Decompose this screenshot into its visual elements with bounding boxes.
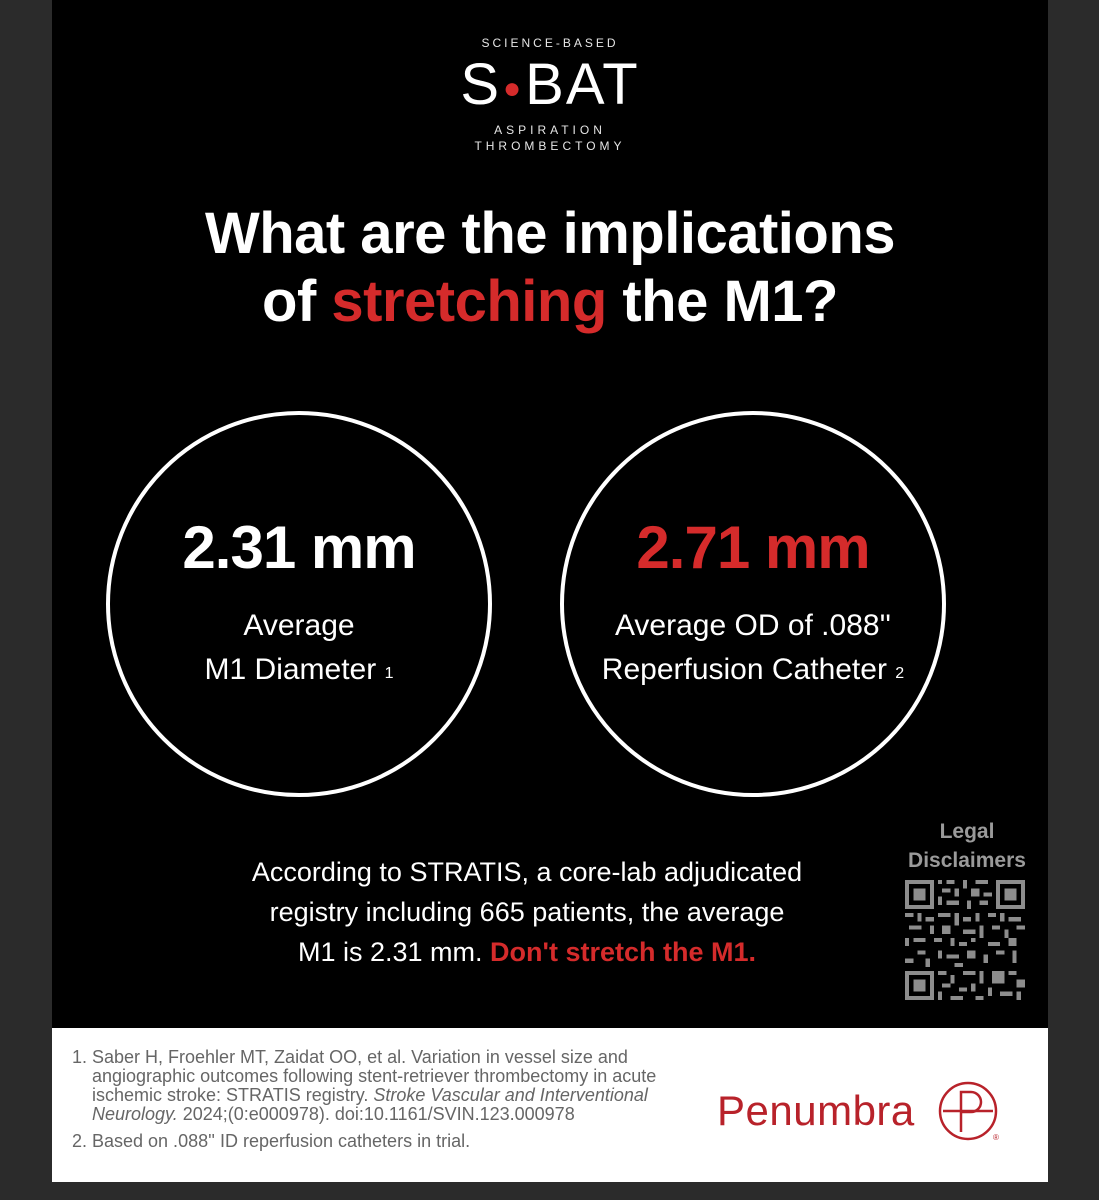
stat-label-line2 (564, 648, 942, 692)
body-highlight: Don't stretch the M1. (490, 937, 756, 967)
reference-text: Based on .088'' ID reperfusion catheters in trial. (92, 1131, 471, 1151)
legal-line1: Legal (939, 820, 995, 843)
reference-journal: Stroke Vascular and Interventional Neurology. (92, 1085, 648, 1124)
footnote-ref: 1 (384, 665, 394, 682)
headline-pre: of (262, 269, 332, 334)
headline-line1: What are the implications (204, 201, 896, 266)
headline-post: the M1? (606, 269, 838, 334)
stat-label-line1: Average (243, 609, 355, 642)
stat-circle-m1-diameter (106, 411, 492, 797)
body-line3-pre: M1 is 2.31 mm. (298, 937, 491, 967)
penumbra-logo (717, 1078, 1001, 1144)
body-text (202, 852, 852, 972)
logo-mark-right: BAT (525, 52, 640, 117)
references (72, 1048, 712, 1159)
stat-value: 2.31 mm (182, 514, 416, 581)
stat-label-text: M1 Diameter (204, 653, 377, 686)
logo-sub-line2: THROMBECTOMY (474, 138, 626, 153)
legal-line2: Disclaimers (908, 849, 1026, 872)
reference-text (92, 1048, 712, 1124)
logo-mark (52, 54, 1048, 120)
reference-1 (72, 1048, 712, 1124)
body-line2: registry including 665 patients, the average (269, 897, 785, 927)
footnote-ref: 2 (895, 665, 905, 682)
reference-citation: 2024;(0:e000978). doi:10.1161/SVIN.123.000978 (177, 1104, 575, 1124)
legal-disclaimers-link[interactable] (892, 817, 1042, 875)
stat-label-text: Reperfusion Catheter (601, 653, 887, 686)
headline (52, 200, 1048, 336)
reference-number: 2. (72, 1131, 88, 1151)
penumbra-emblem-icon (935, 1078, 1001, 1144)
footer (52, 1028, 1048, 1182)
qr-code-icon[interactable] (905, 880, 1025, 1000)
logo-mark-left: S (460, 52, 502, 117)
logo-dot-icon: ● (503, 71, 524, 105)
reference-authors: Saber H, Froehler MT, Zaidat OO, et al. Variation in vessel size and angiographic outcomes following stent-retriever thrombectomy in acute ischemic stroke: STRATIS registry. (92, 1047, 657, 1105)
stat-label-line2 (110, 648, 488, 692)
logo-sub-line1: ASPIRATION (494, 122, 606, 137)
stat-label-line1: Average OD of .088'' (614, 609, 892, 642)
stat-circle-catheter-od (560, 411, 946, 797)
brand-name: Penumbra (717, 1087, 915, 1134)
svg-text:®: ® (992, 1133, 999, 1142)
reference-number: 1. (72, 1047, 88, 1067)
logo-tagline: SCIENCE-BASED (481, 36, 619, 50)
stat-label (110, 604, 488, 692)
sbat-logo (52, 36, 1048, 154)
body-line3 (202, 932, 852, 972)
headline-highlight: stretching (331, 269, 607, 334)
stat-label (564, 604, 942, 692)
reference-2 (72, 1132, 712, 1151)
body-line1: According to STRATIS, a core-lab adjudicated (251, 857, 803, 887)
stat-value: 2.71 mm (636, 514, 870, 581)
ad-frame (52, 0, 1048, 1182)
headline-line2 (52, 268, 1048, 336)
